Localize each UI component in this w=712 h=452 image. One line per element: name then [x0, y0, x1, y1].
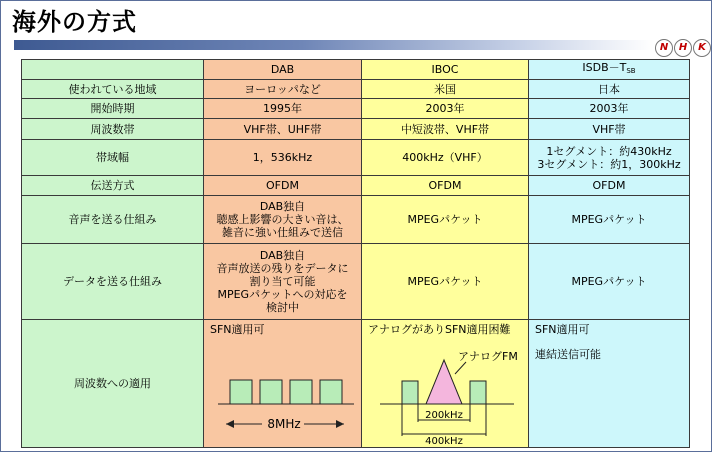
- row-label: 周波数帯: [22, 119, 204, 140]
- dab-block: [320, 380, 342, 404]
- header-isdb: [529, 60, 690, 80]
- row-label: 使われている地域: [22, 80, 204, 99]
- isdb-cell: [529, 140, 690, 176]
- arrowhead-right-icon: [336, 420, 344, 428]
- dab-line: 雑音に強い仕組みで送信: [222, 226, 343, 239]
- row-label: 伝送方式: [22, 176, 204, 196]
- dab-cell: OFDM: [204, 176, 362, 196]
- iboc-cell: 米国: [362, 80, 529, 99]
- dab-line: 検討中: [266, 301, 299, 314]
- dab-line: 割り当て可能: [249, 275, 316, 288]
- logo-letter-h: H: [674, 39, 692, 57]
- isdb-cell: VHF帯: [529, 119, 690, 140]
- bw-400-label: 400kHz: [425, 436, 463, 447]
- dab-cell: [204, 196, 362, 244]
- row-label: 帯域幅: [22, 140, 204, 176]
- dab-block: [230, 380, 252, 404]
- comparison-table: [21, 59, 690, 448]
- dab-line: 聴感上影響の大きい音は、: [216, 213, 349, 226]
- analog-label-pointer: [455, 362, 466, 374]
- isdb-line: 3セグメント：約1，300kHz: [537, 157, 681, 171]
- dab-cell: 1，536kHz: [204, 140, 362, 176]
- isdb-cell: MPEGパケット: [529, 196, 690, 244]
- isdb-cell: 日本: [529, 80, 690, 99]
- page-title: 海外の方式: [12, 8, 137, 36]
- dab-line: MPEGパケットへの対応を: [217, 288, 348, 301]
- dab-sfn-cell: [204, 320, 362, 448]
- header-dab: DAB: [204, 60, 362, 80]
- arrowhead-left-icon: [226, 420, 234, 428]
- nhk-logo: [655, 39, 711, 59]
- isdb-cell: MPEGパケット: [529, 244, 690, 320]
- dab-line: 音声放送の残りをデータに: [216, 262, 349, 275]
- dab-cell: 1995年: [204, 99, 362, 119]
- table-row: [22, 244, 690, 320]
- dab-cell: [204, 244, 362, 320]
- iboc-cell: MPEGパケット: [362, 244, 529, 320]
- header-isdb-sub: SB: [626, 67, 636, 75]
- row-label: 周波数への適用: [22, 320, 204, 448]
- iboc-cell: MPEGパケット: [362, 196, 529, 244]
- dab-spectrum-diagram: [204, 320, 362, 448]
- iboc-sfn-cell: [362, 320, 529, 448]
- isdb-cell: OFDM: [529, 176, 690, 196]
- iboc-cell: 400kHz（VHF）: [362, 140, 529, 176]
- dab-cell: ヨーロッパなど: [204, 80, 362, 99]
- bw-200-label: 200kHz: [425, 410, 463, 421]
- table-row: [22, 99, 690, 119]
- table-row: [22, 80, 690, 99]
- table-row: [22, 140, 690, 176]
- title-underline-bar: [14, 40, 654, 50]
- analog-fm-triangle: [426, 360, 462, 404]
- dab-line: DAB独自: [259, 200, 306, 213]
- dab-block: [290, 380, 312, 404]
- isdb-sfn-cell: [529, 320, 690, 448]
- analog-fm-label: アナログFM: [458, 350, 518, 363]
- iboc-cell: OFDM: [362, 176, 529, 196]
- row-label: データを送る仕組み: [22, 244, 204, 320]
- table-row: [22, 176, 690, 196]
- logo-letter-n: N: [655, 39, 673, 57]
- dab-line: DAB独自: [259, 249, 306, 262]
- isdb-cell: 2003年: [529, 99, 690, 119]
- dab-bandwidth-label: 8MHz: [267, 417, 301, 431]
- iboc-spectrum-diagram: [362, 320, 529, 448]
- iboc-digital-block: [402, 381, 418, 404]
- logo-letter-k: K: [693, 39, 711, 57]
- sfn-row: [22, 320, 690, 448]
- row-label: 音声を送る仕組み: [22, 196, 204, 244]
- dab-cell: VHF帯、UHF帯: [204, 119, 362, 140]
- iboc-digital-block: [470, 381, 486, 404]
- row-label: 開始時期: [22, 99, 204, 119]
- dab-sfn-text: SFN適用可: [210, 323, 265, 336]
- isdb-sfn-text2: 連結送信可能: [535, 348, 601, 361]
- isdb-sfn-text: SFN適用可: [535, 323, 590, 336]
- iboc-cell: 2003年: [362, 99, 529, 119]
- table-row: [22, 119, 690, 140]
- header-row: [22, 60, 690, 80]
- header-corner: [22, 60, 204, 80]
- table-row: [22, 196, 690, 244]
- header-iboc: IBOC: [362, 60, 529, 80]
- iboc-sfn-text: アナログがありSFN適用困難: [368, 323, 511, 336]
- iboc-cell: 中短波帯、VHF帯: [362, 119, 529, 140]
- isdb-line: 1セグメント：約430kHz: [546, 144, 672, 158]
- dab-block: [260, 380, 282, 404]
- header-isdb-main: ISDB－T: [582, 61, 627, 74]
